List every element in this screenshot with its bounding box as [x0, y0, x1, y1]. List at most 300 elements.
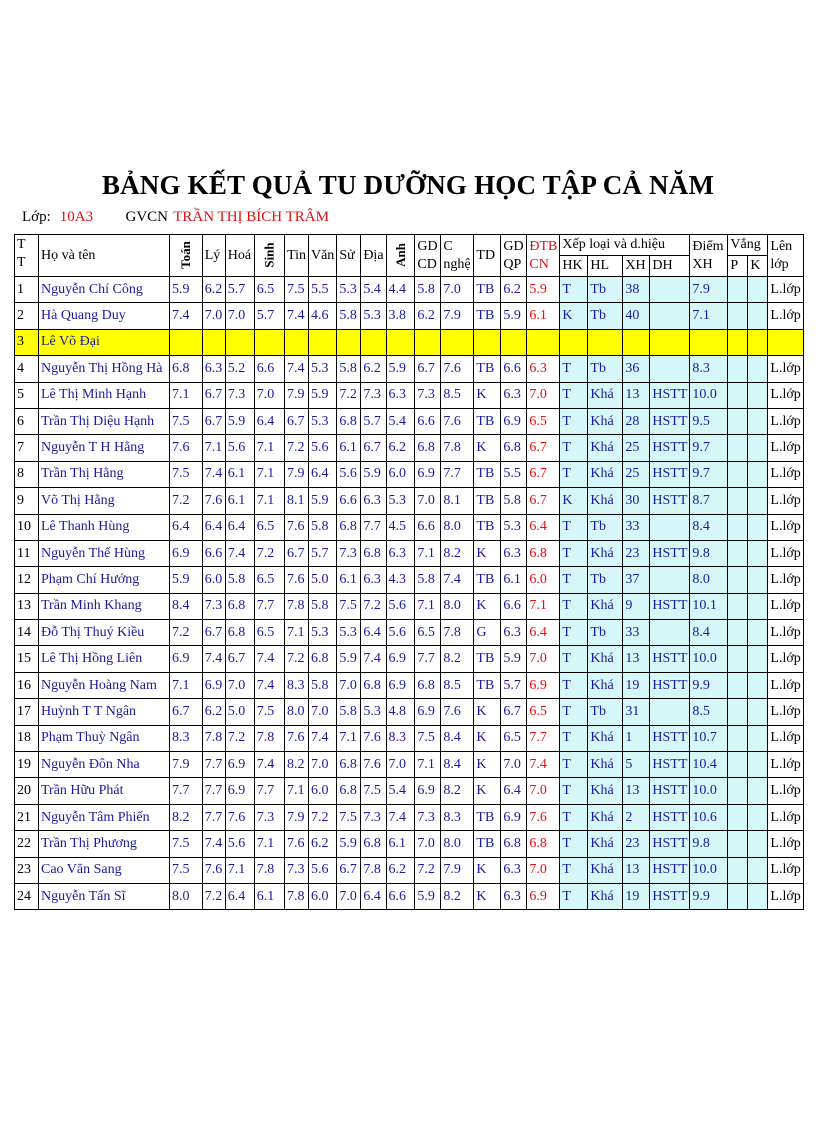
cell-tin: 7.5 [285, 277, 309, 303]
cell-diemxh: 9.5 [690, 408, 728, 434]
cell-cnghe: 7.8 [441, 435, 474, 461]
cell-van: 5.9 [308, 382, 336, 408]
cell-dtbcn: 6.9 [527, 883, 560, 909]
cell-hl: Khá [588, 752, 623, 778]
table-row [15, 699, 804, 725]
cell-tt: 14 [15, 620, 39, 646]
cell-ly: 7.4 [202, 831, 225, 857]
cell-dh: HSTT [650, 435, 690, 461]
cell-ly: 6.2 [202, 699, 225, 725]
cell-td [474, 329, 501, 355]
cell-xh: 25 [623, 461, 650, 487]
cell-diemxh: 10.0 [690, 382, 728, 408]
cell-name: Nguyễn Thị Hồng Hà [39, 356, 170, 382]
cell-gdqp: 6.3 [501, 540, 527, 566]
cell-lenlop: L.lớp [768, 356, 803, 382]
cell-dia: 5.4 [361, 277, 386, 303]
cell-hk: T [560, 382, 588, 408]
cell-van: 5.3 [308, 356, 336, 382]
cell-gdqp: 6.6 [501, 593, 527, 619]
cell-hl: Khá [588, 382, 623, 408]
cell-toan: 6.8 [170, 356, 203, 382]
cell-k [748, 778, 768, 804]
cell-hoa: 5.6 [225, 831, 254, 857]
cell-k [748, 408, 768, 434]
cell-tin: 7.6 [285, 831, 309, 857]
cell-hl: Tb [588, 514, 623, 540]
cell-xh: 5 [623, 752, 650, 778]
cell-xh [623, 329, 650, 355]
cell-tt: 9 [15, 488, 39, 514]
cell-tt: 8 [15, 461, 39, 487]
cell-gdqp: 6.1 [501, 567, 527, 593]
header-dh: DH [650, 256, 690, 277]
header-xeploai: Xếp loại và d.hiệu [560, 235, 690, 256]
class-value: 10A3 [59, 209, 94, 225]
cell-xh: 37 [623, 567, 650, 593]
cell-cnghe: 8.0 [441, 831, 474, 857]
cell-xh: 31 [623, 699, 650, 725]
cell-name: Lê Võ Đại [39, 329, 170, 355]
cell-cnghe: 8.3 [441, 804, 474, 830]
cell-cnghe: 7.4 [441, 567, 474, 593]
cell-p [728, 883, 748, 909]
cell-toan: 7.5 [170, 831, 203, 857]
cell-p [728, 488, 748, 514]
cell-tt: 21 [15, 804, 39, 830]
cell-k [748, 540, 768, 566]
cell-sinh: 7.1 [254, 435, 284, 461]
cell-dh: HSTT [650, 593, 690, 619]
cell-toan: 8.2 [170, 804, 203, 830]
header-xh: XH [623, 256, 650, 277]
cell-cnghe: 7.8 [441, 620, 474, 646]
cell-gdcd: 7.1 [415, 540, 441, 566]
cell-dh [650, 620, 690, 646]
cell-k [748, 303, 768, 329]
cell-p [728, 382, 748, 408]
cell-p [728, 725, 748, 751]
cell-lenlop: L.lớp [768, 540, 803, 566]
cell-xh: 23 [623, 540, 650, 566]
cell-hk: T [560, 356, 588, 382]
cell-p [728, 857, 748, 883]
cell-dia: 6.3 [361, 567, 386, 593]
cell-cnghe: 7.6 [441, 356, 474, 382]
cell-anh: 5.9 [386, 356, 415, 382]
cell-dh [650, 329, 690, 355]
cell-k [748, 804, 768, 830]
cell-diemxh [690, 329, 728, 355]
cell-tin: 6.7 [285, 408, 309, 434]
cell-hl: Khá [588, 461, 623, 487]
cell-tt: 4 [15, 356, 39, 382]
cell-lenlop: L.lớp [768, 725, 803, 751]
cell-cnghe: 8.0 [441, 514, 474, 540]
cell-k [748, 857, 768, 883]
cell-su: 7.3 [337, 540, 361, 566]
cell-td: TB [474, 408, 501, 434]
cell-su: 6.1 [337, 435, 361, 461]
cell-van: 5.5 [308, 277, 336, 303]
table-row [15, 725, 804, 751]
cell-gdcd: 7.3 [415, 804, 441, 830]
cell-k [748, 593, 768, 619]
cell-diemxh: 10.0 [690, 778, 728, 804]
cell-td: K [474, 778, 501, 804]
cell-dh: HSTT [650, 804, 690, 830]
header-gdqp: GD QP [501, 235, 527, 277]
cell-hoa: 5.9 [225, 408, 254, 434]
cell-anh: 5.6 [386, 593, 415, 619]
cell-dia: 7.3 [361, 804, 386, 830]
header-dia: Địa [361, 235, 386, 277]
cell-cnghe: 7.9 [441, 857, 474, 883]
table-row [15, 303, 804, 329]
cell-dia: 6.8 [361, 540, 386, 566]
cell-gdcd: 6.9 [415, 699, 441, 725]
cell-tin: 7.1 [285, 778, 309, 804]
cell-toan: 8.0 [170, 883, 203, 909]
cell-hk: T [560, 435, 588, 461]
cell-k [748, 277, 768, 303]
cell-dia: 7.8 [361, 857, 386, 883]
cell-su: 7.5 [337, 593, 361, 619]
cell-gdcd: 6.7 [415, 356, 441, 382]
cell-gdqp: 5.9 [501, 303, 527, 329]
cell-dia: 5.7 [361, 408, 386, 434]
header-sinh: Sinh [254, 235, 284, 277]
cell-tt: 19 [15, 752, 39, 778]
cell-dia: 7.2 [361, 593, 386, 619]
cell-cnghe: 8.2 [441, 646, 474, 672]
cell-sinh: 7.7 [254, 593, 284, 619]
table-row [15, 461, 804, 487]
cell-dh: HSTT [650, 857, 690, 883]
cell-toan: 6.9 [170, 646, 203, 672]
cell-toan: 7.1 [170, 672, 203, 698]
cell-toan: 5.9 [170, 567, 203, 593]
cell-hoa: 6.8 [225, 620, 254, 646]
cell-su: 6.7 [337, 857, 361, 883]
cell-tin [285, 329, 309, 355]
cell-gdcd: 5.8 [415, 277, 441, 303]
cell-gdqp: 6.3 [501, 382, 527, 408]
cell-van: 6.0 [308, 778, 336, 804]
cell-cnghe: 7.6 [441, 699, 474, 725]
table-row [15, 356, 804, 382]
cell-hk: T [560, 461, 588, 487]
cell-sinh: 7.8 [254, 725, 284, 751]
cell-van [308, 329, 336, 355]
cell-tin: 7.4 [285, 303, 309, 329]
cell-anh: 5.4 [386, 778, 415, 804]
cell-hoa: 7.0 [225, 303, 254, 329]
cell-dia: 7.5 [361, 778, 386, 804]
cell-dtbcn: 7.4 [527, 752, 560, 778]
cell-hl: Khá [588, 883, 623, 909]
cell-hk: T [560, 593, 588, 619]
cell-name: Nguyễn Hoàng Nam [39, 672, 170, 698]
cell-ly: 7.7 [202, 804, 225, 830]
header-anh: Anh [386, 235, 415, 277]
cell-dtbcn: 6.9 [527, 672, 560, 698]
cell-toan: 7.5 [170, 857, 203, 883]
cell-gdcd: 7.0 [415, 488, 441, 514]
cell-p [728, 646, 748, 672]
cell-anh: 4.4 [386, 277, 415, 303]
cell-anh: 6.3 [386, 382, 415, 408]
cell-hoa: 7.6 [225, 804, 254, 830]
cell-hoa: 6.4 [225, 514, 254, 540]
header-vang: Vắng [728, 235, 768, 256]
cell-gdqp: 6.8 [501, 435, 527, 461]
cell-name: Trần Thị Phương [39, 831, 170, 857]
cell-p [728, 804, 748, 830]
cell-xh: 13 [623, 646, 650, 672]
cell-hk: T [560, 620, 588, 646]
cell-dia: 6.8 [361, 672, 386, 698]
cell-tin: 7.2 [285, 435, 309, 461]
cell-hk: K [560, 488, 588, 514]
cell-van: 6.0 [308, 883, 336, 909]
cell-gdcd [415, 329, 441, 355]
cell-xh: 13 [623, 857, 650, 883]
cell-hoa: 7.1 [225, 857, 254, 883]
cell-xh: 33 [623, 514, 650, 540]
cell-toan: 7.4 [170, 303, 203, 329]
cell-hoa: 5.8 [225, 567, 254, 593]
cell-gdqp: 5.3 [501, 514, 527, 540]
cell-ly: 6.7 [202, 620, 225, 646]
header-su: Sử [337, 235, 361, 277]
cell-k [748, 699, 768, 725]
cell-ly: 7.3 [202, 593, 225, 619]
cell-gdcd: 7.0 [415, 831, 441, 857]
cell-td: K [474, 883, 501, 909]
cell-gdcd: 5.9 [415, 883, 441, 909]
cell-name: Hà Quang Duy [39, 303, 170, 329]
cell-name: Trần Minh Khang [39, 593, 170, 619]
cell-sinh: 7.1 [254, 461, 284, 487]
cell-anh: 3.8 [386, 303, 415, 329]
cell-su: 5.9 [337, 646, 361, 672]
cell-xh: 2 [623, 804, 650, 830]
cell-p [728, 408, 748, 434]
table-row [15, 831, 804, 857]
cell-lenlop: L.lớp [768, 883, 803, 909]
cell-tin: 7.6 [285, 514, 309, 540]
cell-diemxh: 9.8 [690, 540, 728, 566]
cell-gdcd: 7.1 [415, 593, 441, 619]
cell-lenlop: L.lớp [768, 831, 803, 857]
cell-van: 5.8 [308, 593, 336, 619]
cell-hk [560, 329, 588, 355]
cell-lenlop: L.lớp [768, 277, 803, 303]
cell-p [728, 461, 748, 487]
cell-name: Lê Thanh Hùng [39, 514, 170, 540]
cell-tin: 7.9 [285, 804, 309, 830]
cell-lenlop: L.lớp [768, 857, 803, 883]
cell-dia: 7.4 [361, 646, 386, 672]
cell-dh [650, 356, 690, 382]
cell-gdcd: 6.8 [415, 435, 441, 461]
cell-su: 5.8 [337, 303, 361, 329]
cell-diemxh: 9.9 [690, 883, 728, 909]
cell-dia: 6.4 [361, 620, 386, 646]
cell-gdqp: 6.4 [501, 778, 527, 804]
cell-name: Đỗ Thị Thuý Kiều [39, 620, 170, 646]
cell-lenlop: L.lớp [768, 488, 803, 514]
cell-td: K [474, 593, 501, 619]
cell-name: Nguyễn Tấn Sĩ [39, 883, 170, 909]
table-row [15, 672, 804, 698]
header-hoa: Hoá [225, 235, 254, 277]
cell-name: Nguyễn Chí Công [39, 277, 170, 303]
cell-lenlop: L.lớp [768, 514, 803, 540]
cell-cnghe: 8.2 [441, 778, 474, 804]
cell-anh: 6.2 [386, 857, 415, 883]
cell-tt: 10 [15, 514, 39, 540]
cell-dh [650, 303, 690, 329]
cell-tt: 7 [15, 435, 39, 461]
header-p: P [728, 256, 748, 277]
cell-hl: Khá [588, 540, 623, 566]
cell-p [728, 831, 748, 857]
cell-ly: 7.0 [202, 303, 225, 329]
cell-hk: T [560, 277, 588, 303]
cell-toan [170, 329, 203, 355]
table-row [15, 804, 804, 830]
header-td: TD [474, 235, 501, 277]
cell-ly: 7.7 [202, 752, 225, 778]
cell-anh: 4.8 [386, 699, 415, 725]
cell-dh: HSTT [650, 488, 690, 514]
cell-tin: 7.1 [285, 620, 309, 646]
cell-ly: 6.6 [202, 540, 225, 566]
cell-ly [202, 329, 225, 355]
cell-sinh: 7.4 [254, 752, 284, 778]
cell-td: TB [474, 356, 501, 382]
cell-dtbcn: 7.0 [527, 778, 560, 804]
cell-su [337, 329, 361, 355]
cell-van: 6.4 [308, 461, 336, 487]
cell-toan: 7.7 [170, 778, 203, 804]
cell-hk: T [560, 699, 588, 725]
cell-van: 5.8 [308, 672, 336, 698]
table-row [15, 329, 804, 355]
cell-ly: 6.7 [202, 382, 225, 408]
cell-diemxh: 8.4 [690, 620, 728, 646]
cell-van: 6.8 [308, 646, 336, 672]
cell-gdqp: 6.2 [501, 277, 527, 303]
cell-xh: 33 [623, 620, 650, 646]
cell-hl: Khá [588, 646, 623, 672]
cell-sinh [254, 329, 284, 355]
cell-su: 5.6 [337, 461, 361, 487]
cell-p [728, 356, 748, 382]
cell-hk: T [560, 831, 588, 857]
cell-dtbcn: 7.0 [527, 646, 560, 672]
cell-sinh: 6.6 [254, 356, 284, 382]
cell-gdqp: 6.3 [501, 883, 527, 909]
cell-td: TB [474, 461, 501, 487]
cell-cnghe: 8.4 [441, 725, 474, 751]
cell-van: 5.0 [308, 567, 336, 593]
cell-k [748, 461, 768, 487]
cell-dtbcn: 7.0 [527, 382, 560, 408]
cell-lenlop: L.lớp [768, 461, 803, 487]
cell-gdqp: 5.8 [501, 488, 527, 514]
cell-diemxh: 10.6 [690, 804, 728, 830]
cell-sinh: 6.5 [254, 277, 284, 303]
cell-dia: 7.7 [361, 514, 386, 540]
cell-gdqp: 6.9 [501, 804, 527, 830]
cell-gdqp [501, 329, 527, 355]
cell-tt: 11 [15, 540, 39, 566]
cell-name: Trần Thị Diệu Hạnh [39, 408, 170, 434]
cell-k [748, 435, 768, 461]
cell-name: Phạm Chí Hướng [39, 567, 170, 593]
cell-dtbcn: 7.7 [527, 725, 560, 751]
cell-k [748, 672, 768, 698]
cell-su: 5.9 [337, 831, 361, 857]
cell-k [748, 646, 768, 672]
cell-su: 6.1 [337, 567, 361, 593]
cell-cnghe: 8.2 [441, 540, 474, 566]
cell-anh: 6.2 [386, 435, 415, 461]
cell-toan: 7.5 [170, 461, 203, 487]
cell-toan: 7.1 [170, 382, 203, 408]
cell-anh: 8.3 [386, 725, 415, 751]
cell-cnghe: 8.4 [441, 752, 474, 778]
cell-anh: 7.4 [386, 804, 415, 830]
cell-gdqp: 5.7 [501, 672, 527, 698]
cell-sinh: 7.3 [254, 804, 284, 830]
cell-su: 7.2 [337, 382, 361, 408]
cell-dtbcn: 6.8 [527, 540, 560, 566]
cell-dh: HSTT [650, 382, 690, 408]
cell-k [748, 488, 768, 514]
cell-lenlop: L.lớp [768, 593, 803, 619]
cell-sinh: 6.4 [254, 408, 284, 434]
cell-anh: 4.5 [386, 514, 415, 540]
cell-hl: Tb [588, 356, 623, 382]
cell-dia [361, 329, 386, 355]
table-row [15, 567, 804, 593]
cell-gdcd: 7.1 [415, 752, 441, 778]
cell-name: Võ Thị Hằng [39, 488, 170, 514]
cell-name: Nguyễn Thế Hùng [39, 540, 170, 566]
cell-xh: 23 [623, 831, 650, 857]
cell-hk: T [560, 646, 588, 672]
cell-su: 6.8 [337, 752, 361, 778]
cell-dia: 6.3 [361, 488, 386, 514]
cell-dh: HSTT [650, 646, 690, 672]
cell-diemxh: 8.0 [690, 567, 728, 593]
table-row [15, 778, 804, 804]
cell-lenlop: L.lớp [768, 435, 803, 461]
cell-dh [650, 567, 690, 593]
cell-toan: 5.9 [170, 277, 203, 303]
cell-td: TB [474, 488, 501, 514]
cell-p [728, 435, 748, 461]
cell-dtbcn: 6.8 [527, 831, 560, 857]
cell-hoa: 7.3 [225, 382, 254, 408]
cell-p [728, 699, 748, 725]
cell-gdqp: 5.5 [501, 461, 527, 487]
cell-k [748, 514, 768, 540]
